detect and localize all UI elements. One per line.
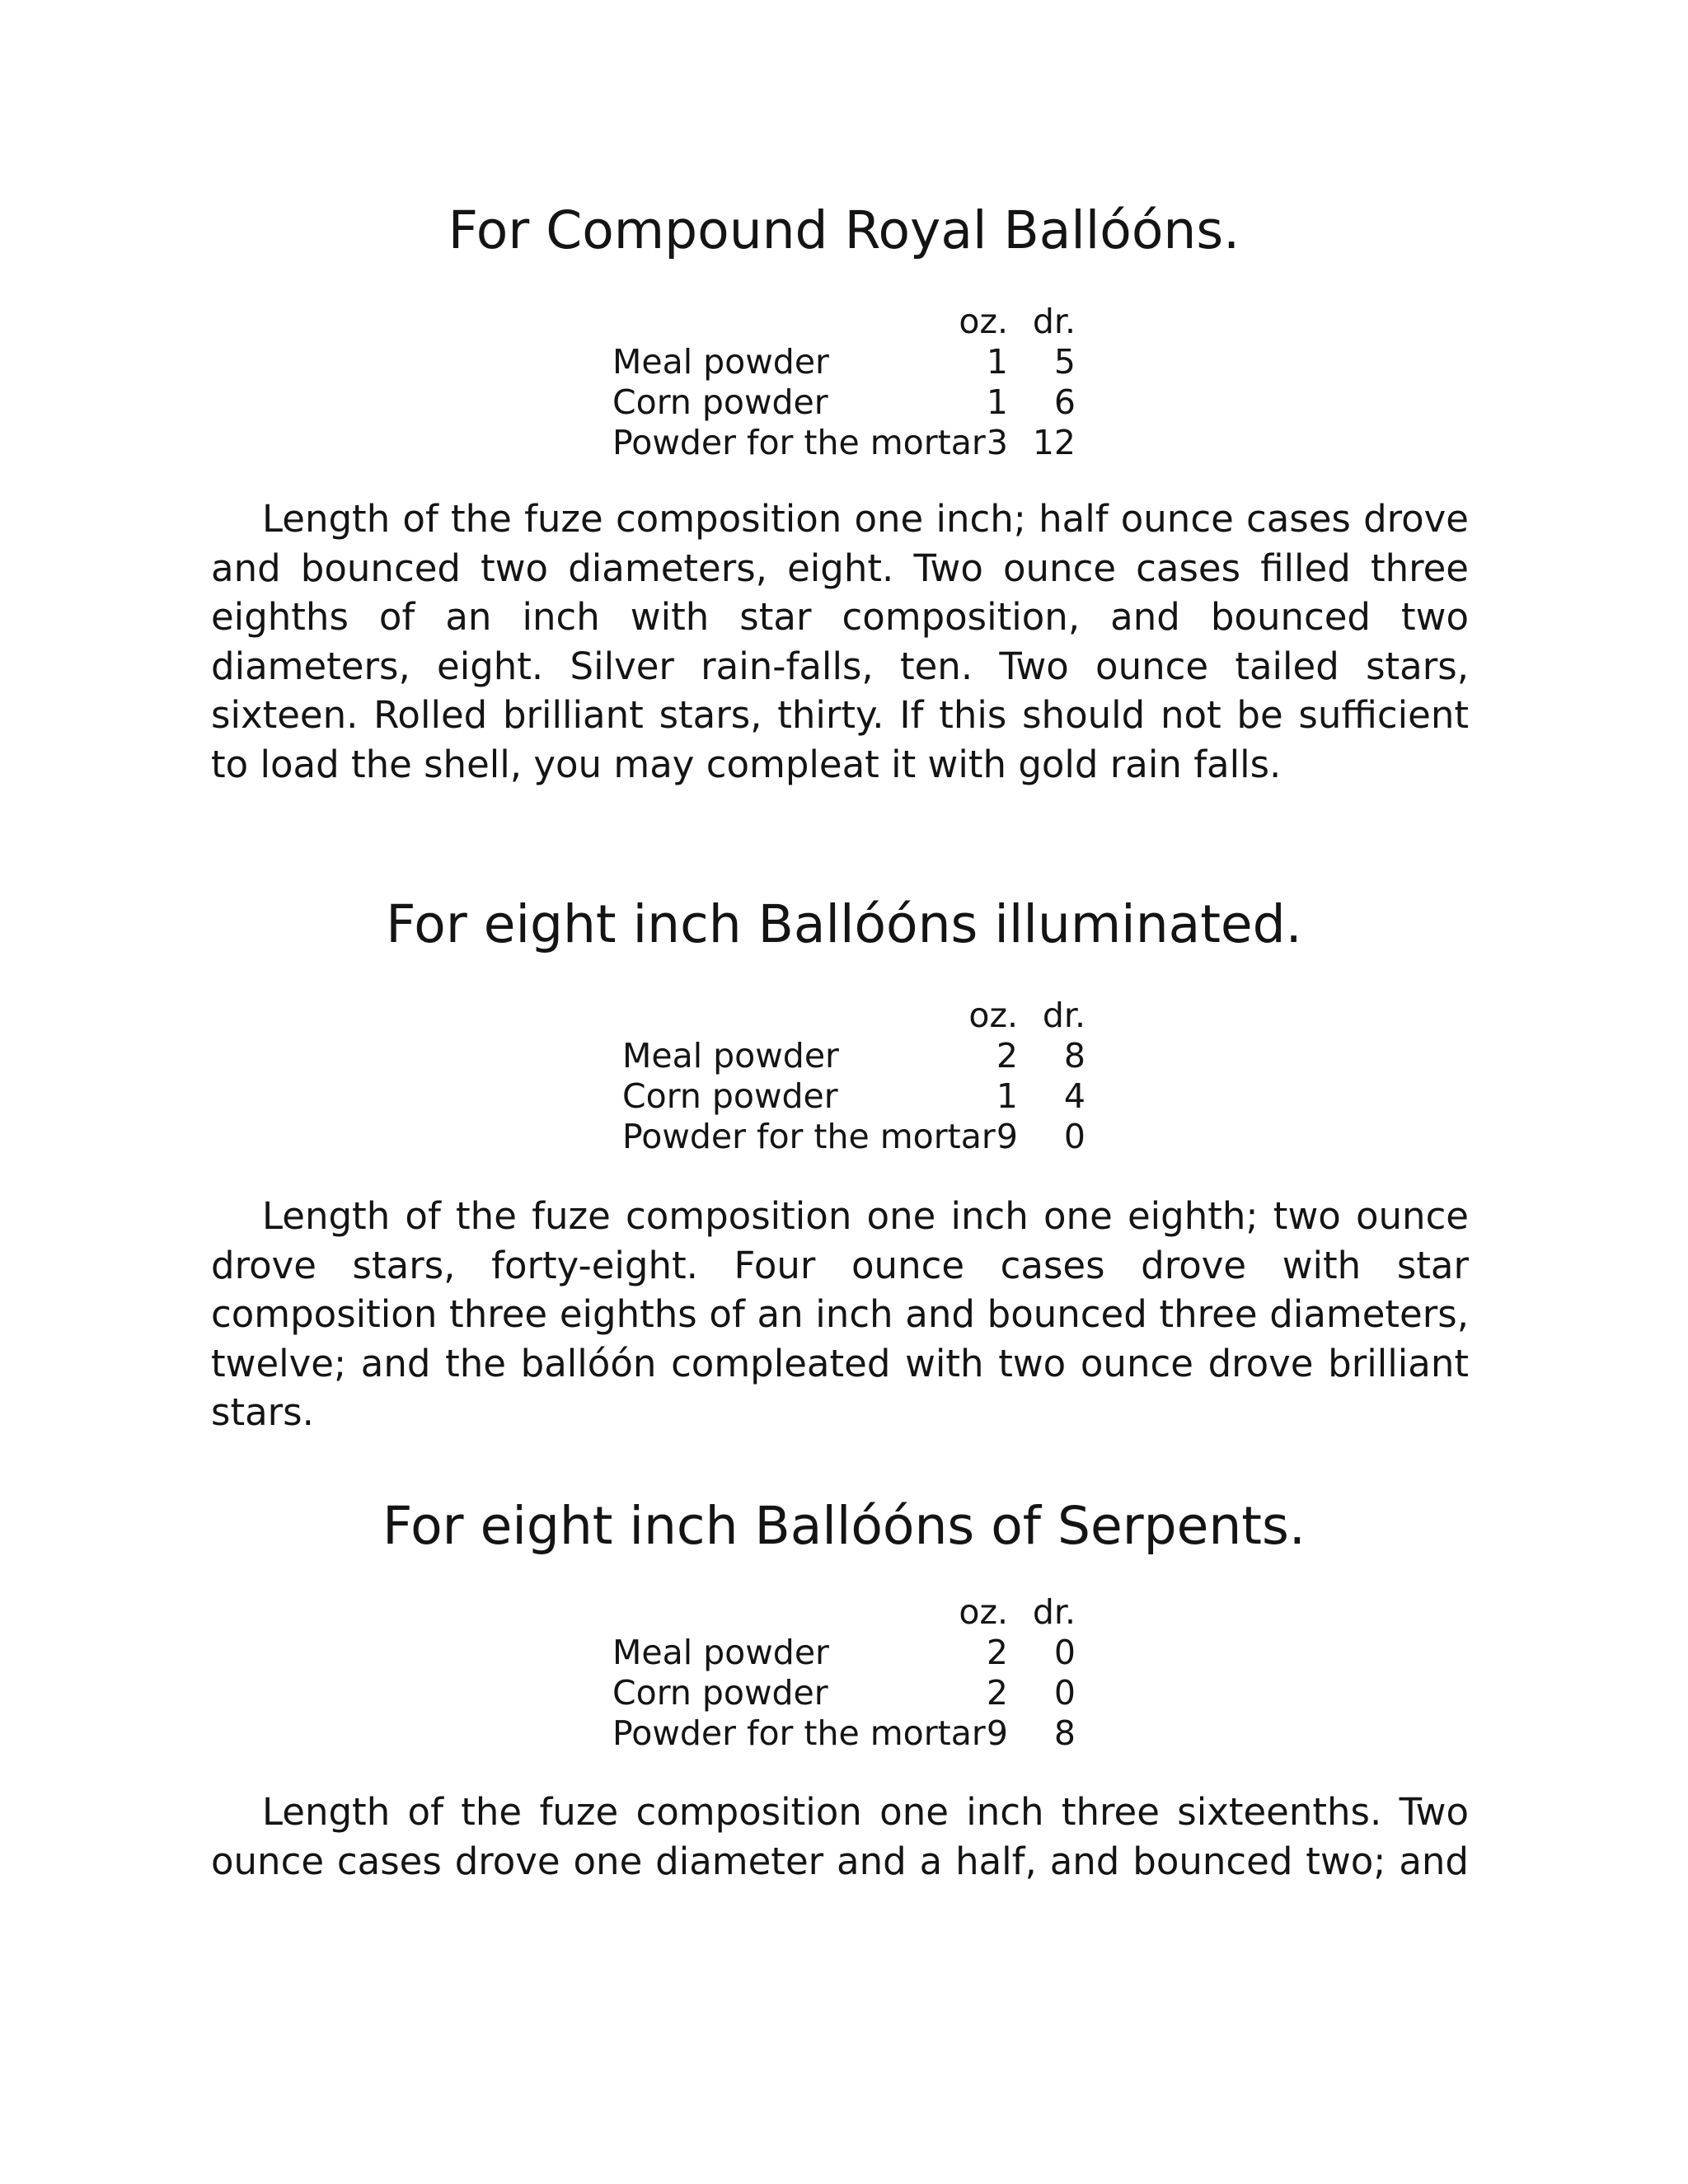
ingredient-name: Corn powder — [612, 382, 828, 422]
recipe-row — [622, 1117, 1085, 1157]
ounce-value: 1 — [986, 382, 1008, 422]
dram-value: 0 — [1053, 1673, 1076, 1713]
body-paragraph: Length of the fuze composition one inch one eighth; two ounce drove stars, forty-eight. Four ounce cases drove with star composition three eighths of an inch and bounced three diameters, twelve; and the ballóón compleated with two ounce drove brilliant stars. — [211, 1194, 1469, 1434]
dram-value: 0 — [1063, 1117, 1085, 1156]
ingredient-name: Corn powder — [622, 1076, 838, 1116]
ounce-value: 1 — [996, 1076, 1018, 1116]
ounce-value: 2 — [986, 1633, 1008, 1672]
ingredient-name: Meal powder — [612, 342, 829, 382]
oz-unit-label: oz. — [959, 302, 1008, 341]
ounce-value: 1 — [986, 342, 1008, 382]
dram-value: 0 — [1053, 1633, 1076, 1672]
section-heading: For eight inch Ballóóns of Serpents. — [382, 1496, 1306, 1556]
recipe-row — [612, 382, 1076, 423]
recipe-header-row — [612, 1592, 1076, 1633]
recipe-row — [612, 1673, 1076, 1713]
recipe-table — [612, 1592, 1076, 1754]
recipe-table — [612, 302, 1076, 463]
dram-value: 8 — [1053, 1713, 1076, 1753]
dram-value: 8 — [1063, 1036, 1085, 1076]
ingredient-name: Powder for the mortar — [612, 423, 986, 462]
body-paragraph: Length of the fuze composition one inch three sixteenths. Two ounce cases drove one diameter and a half, and bounced two; and — [211, 1790, 1469, 1883]
oz-unit-label: oz. — [968, 996, 1018, 1035]
body-paragraph: Length of the fuze composition one inch; half ounce cases drove and bounced two diameters, eight. Two ounce cases filled three eighths of an inch with star composition, and bounced two diameters, eight. Silver rain-falls, ten. Two ounce tailed stars, sixteen. Rolled brilliant stars, thirty. If this should not be sufficient to load the shell, you may compleat it with gold rain falls. — [211, 497, 1469, 786]
dr-unit-label: dr. — [1032, 1592, 1076, 1632]
dram-value: 5 — [1053, 342, 1076, 382]
recipe-header-row — [622, 996, 1085, 1036]
ingredient-name: Meal powder — [622, 1036, 839, 1076]
recipe-row — [612, 1713, 1076, 1754]
ounce-value: 9 — [986, 1713, 1008, 1753]
oz-unit-label: oz. — [959, 1592, 1008, 1632]
dr-unit-label: dr. — [1032, 302, 1076, 341]
section-heading: For eight inch Ballóóns illuminated. — [386, 894, 1302, 954]
recipe-row — [612, 423, 1076, 463]
dram-value: 4 — [1063, 1076, 1085, 1116]
recipe-row — [612, 1633, 1076, 1673]
recipe-row — [612, 342, 1076, 382]
dram-value: 12 — [1032, 423, 1076, 462]
ounce-value: 2 — [996, 1036, 1018, 1076]
recipe-row — [622, 1036, 1085, 1076]
ounce-value: 9 — [996, 1117, 1018, 1156]
ounce-value: 2 — [986, 1673, 1008, 1713]
ounce-value: 3 — [986, 423, 1008, 462]
recipe-row — [622, 1076, 1085, 1117]
recipe-header-row — [612, 302, 1076, 342]
recipe-table — [622, 996, 1085, 1157]
dram-value: 6 — [1053, 382, 1076, 422]
ingredient-name: Powder for the mortar — [612, 1713, 986, 1753]
ingredient-name: Corn powder — [612, 1673, 828, 1713]
dr-unit-label: dr. — [1042, 996, 1085, 1035]
section-heading: For Compound Royal Ballóóns. — [448, 200, 1240, 260]
ingredient-name: Powder for the mortar — [622, 1117, 996, 1156]
ingredient-name: Meal powder — [612, 1633, 829, 1672]
